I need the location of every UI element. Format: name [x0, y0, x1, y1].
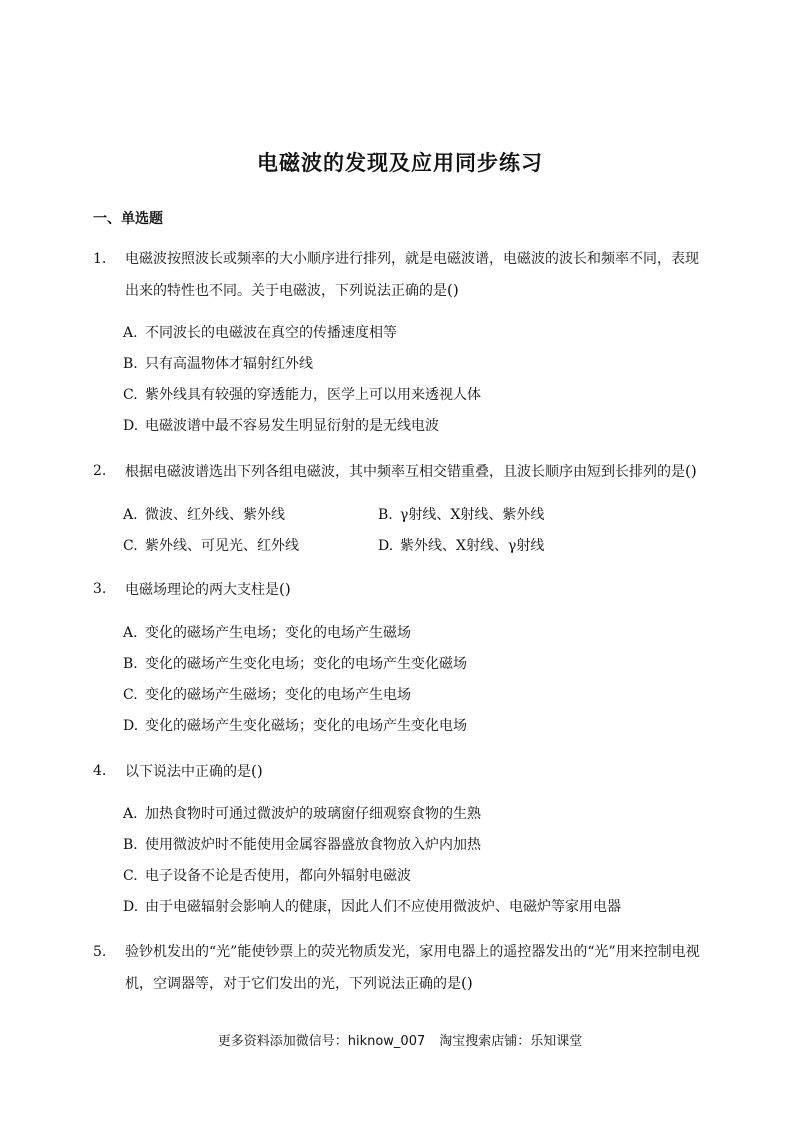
option-c: C. 电子设备不论是否使用，都向外辐射电磁波: [123, 868, 411, 884]
question-3-options: [123, 618, 713, 742]
option-d: D. 变化的磁场产生变化磁场；变化的电场产生变化电场: [123, 718, 467, 734]
option-a: A. 不同波长的电磁波在真空的传播速度相等: [123, 325, 397, 341]
question-1-options: [123, 318, 713, 442]
question-4: [93, 756, 708, 788]
question-4-options: [123, 799, 713, 923]
question-text: 电磁场理论的两大支柱是(): [125, 580, 291, 598]
footer-shop: 淘宝搜索店铺：乐知课堂: [439, 1034, 583, 1049]
question-text: 以下说法中正确的是(): [125, 762, 263, 780]
question-text: 验钞机发出的“光”能使钞票上的荧光物质发光，家用电器上的遥控器发出的“光”用来控制电视机，空调器等，对于它们发出的光，下列说法正确的是(): [125, 944, 700, 992]
page-title: 电磁波的发现及应用同步练习: [257, 151, 543, 175]
option-c: C. 变化的磁场产生磁场；变化的电场产生电场: [123, 687, 411, 703]
question-number: 5.: [93, 944, 107, 960]
question-number: 1.: [93, 251, 107, 267]
answer-paren: (): [447, 281, 459, 299]
option-a: A. 加热食物时可通过微波炉的玻璃窗仔细观察食物的生熟: [123, 806, 481, 822]
question-1: [93, 244, 708, 307]
option-b: B. 使用微波炉时不能使用金属容器盛放食物放入炉内加热: [123, 837, 481, 853]
option-b: B. 变化的磁场产生变化电场；变化的电场产生变化磁场: [123, 656, 467, 672]
option-d: D. 紫外线、X射线、γ射线: [378, 538, 545, 554]
option-a: A. 微波、红外线、紫外线: [123, 507, 285, 523]
page-footer: [0, 1030, 800, 1049]
question-5: [93, 937, 708, 1000]
question-2: [93, 456, 708, 488]
question-text: 电磁波按照波长或频率的大小顺序进行排列，就是电磁波谱，电磁波的波长和频率不同，表现出来的特性也不同。关于电磁波，下列说法正确的是(): [125, 251, 699, 299]
question-number: 2.: [93, 463, 107, 479]
answer-paren: (): [251, 762, 263, 780]
option-b: B. γ射线、X射线、紫外线: [378, 507, 545, 523]
option-c: C. 紫外线、可见光、红外线: [123, 538, 299, 554]
option-b: B. 只有高温物体才辐射红外线: [123, 356, 313, 372]
option-d: D. 电磁波谱中最不容易发生明显衍射的是无线电波: [123, 418, 439, 434]
option-d: D. 由于电磁辐射会影响人的健康，因此人们不应使用微波炉、电磁炉等家用电器: [123, 899, 621, 915]
option-a: A. 变化的磁场产生电场；变化的电场产生磁场: [123, 625, 411, 641]
question-3: [93, 574, 708, 606]
answer-paren: (): [461, 974, 473, 992]
question-2-options: [123, 500, 713, 562]
option-c: C. 紫外线具有较强的穿透能力，医学上可以用来透视人体: [123, 387, 481, 403]
question-number: 4.: [93, 763, 107, 779]
section-heading: 一、单选题: [93, 211, 163, 227]
footer-wechat: 更多资料添加微信号：hiknow_007: [217, 1034, 426, 1049]
question-text: 根据电磁波谱选出下列各组电磁波，其中频率互相交错重叠，且波长顺序由短到长排列的是(): [125, 462, 697, 480]
answer-paren: (): [685, 462, 697, 480]
question-number: 3.: [93, 581, 107, 597]
answer-paren: (): [279, 580, 291, 598]
